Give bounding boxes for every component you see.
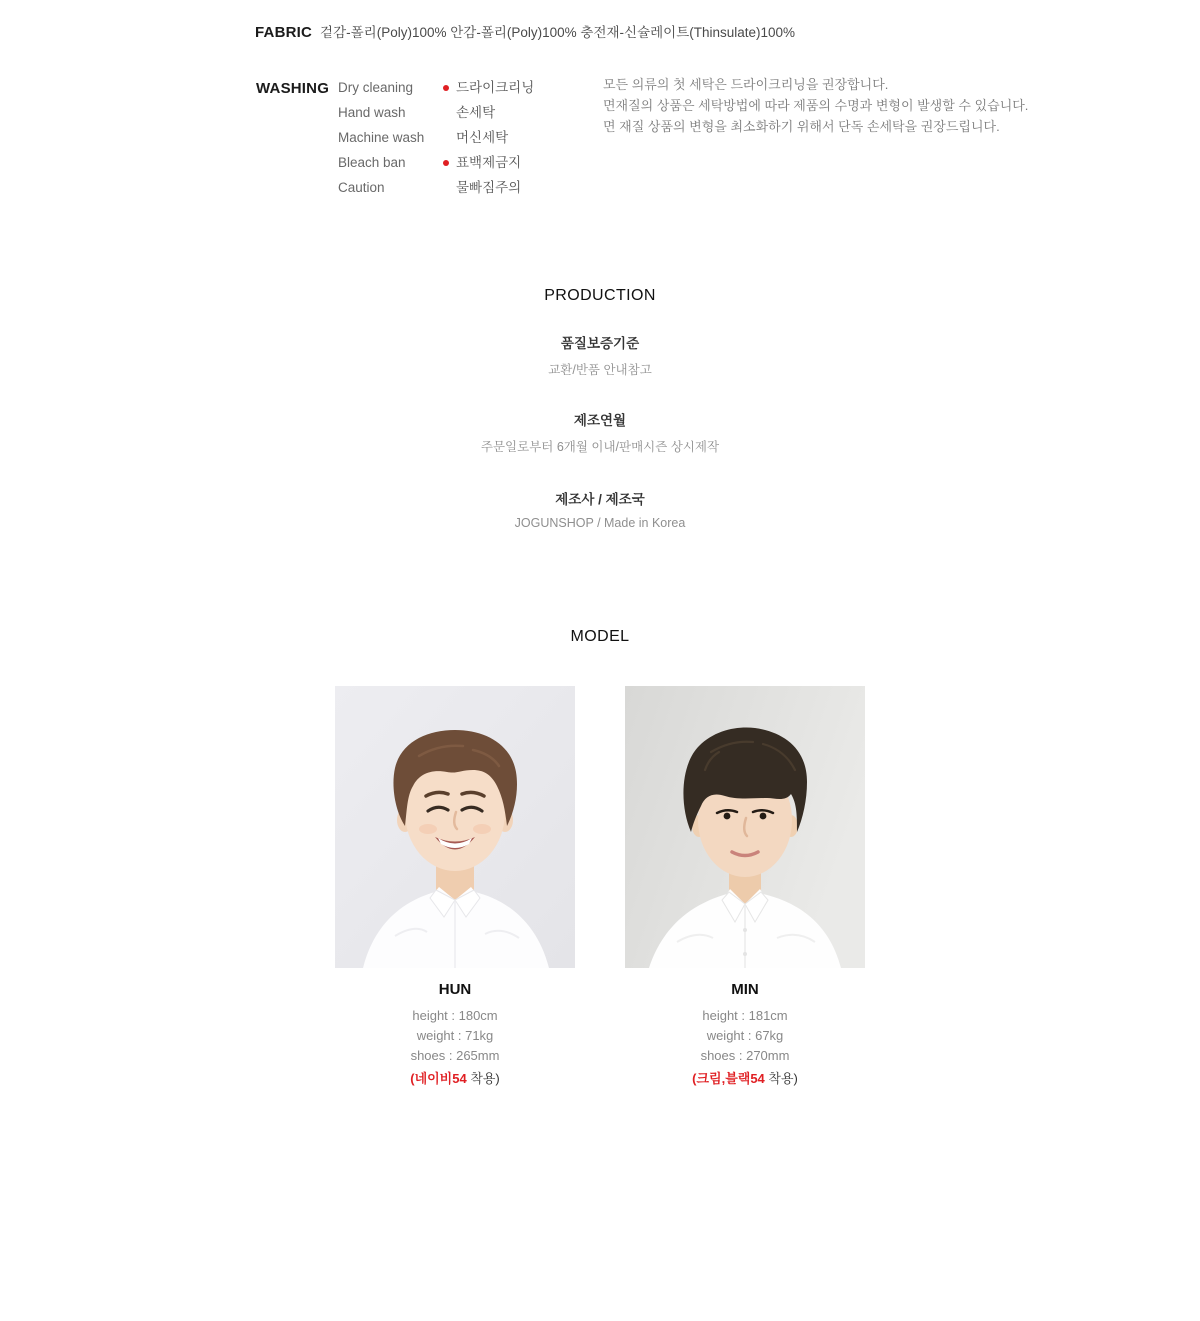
washing-care-list xyxy=(338,80,534,205)
production-title: PRODUCTION xyxy=(544,287,656,304)
model-photo-hun-illustration xyxy=(335,686,575,968)
care-row-machine-wash xyxy=(338,130,534,155)
care-en-label: Bleach ban xyxy=(338,155,406,170)
care-ko-label: 머신세탁 xyxy=(456,130,509,145)
care-row-dry-cleaning xyxy=(338,80,534,105)
care-ko-label: 표백제금지 xyxy=(456,155,522,170)
care-ko-label: 물빠짐주의 xyxy=(456,180,522,195)
washing-label: WASHING xyxy=(256,80,330,97)
model-name: HUN xyxy=(438,981,472,998)
production-block-warranty xyxy=(0,332,1200,378)
model-weight: weight : 67kg xyxy=(706,1028,784,1043)
production-block-body: JOGUNSHOP / Made in Korea xyxy=(514,516,686,530)
care-row-caution xyxy=(338,180,534,205)
model-height: height : 181cm xyxy=(702,1008,788,1023)
fabric-section xyxy=(255,21,795,41)
model-card-min xyxy=(625,981,865,1089)
production-block-heading: 제조연월 xyxy=(573,413,627,428)
fabric-label: FABRIC xyxy=(255,24,313,41)
model-wearing-suffix: 착용) xyxy=(764,1071,798,1086)
model-photo-min-illustration xyxy=(625,686,865,968)
model-wearing-color: (네이비54 xyxy=(410,1071,467,1086)
model-weight: weight : 71kg xyxy=(416,1028,494,1043)
washing-note-line: 면재질의 상품은 세탁방법에 따라 제품의 수명과 변형이 발생할 수 있습니다. xyxy=(603,98,1029,113)
care-ko-label: 드라이크리닝 xyxy=(456,80,535,95)
production-block-body: 주문일로부터 6개월 이내/판매시즌 상시제작 xyxy=(480,440,720,454)
care-row-hand-wash xyxy=(338,105,534,130)
production-block-date xyxy=(0,409,1200,455)
production-block-body: 교환/반품 안내참고 xyxy=(548,363,652,377)
model-card-hun xyxy=(335,981,575,1089)
washing-note-line: 면 재질 상품의 변형을 최소화하기 위해서 단독 손세탁을 권장드립니다. xyxy=(603,119,1000,134)
model-photo-min xyxy=(625,686,865,968)
model-photo-hun xyxy=(335,686,575,968)
model-height: height : 180cm xyxy=(412,1008,498,1023)
production-block-heading: 제조사 / 제조국 xyxy=(555,492,645,507)
washing-notes xyxy=(603,74,1028,137)
care-en-label: Dry cleaning xyxy=(338,80,414,95)
model-wearing-suffix: 착용) xyxy=(466,1071,500,1086)
model-wearing-color: (크림,블랙54 xyxy=(692,1071,765,1086)
production-block-heading: 품질보증기준 xyxy=(560,336,640,351)
production-block-maker xyxy=(0,488,1200,530)
model-wearing xyxy=(625,1069,865,1089)
care-row-bleach-ban xyxy=(338,155,534,180)
red-dot-icon xyxy=(443,155,456,166)
fabric-content: 겉감-폴리(Poly)100% 안감-폴리(Poly)100% 충전재-신슐레이트(Thinsulate)100% xyxy=(320,25,796,40)
care-en-label: Hand wash xyxy=(338,105,406,120)
care-en-label: Caution xyxy=(338,180,385,195)
model-shoes: shoes : 270mm xyxy=(700,1048,790,1063)
care-en-label: Machine wash xyxy=(338,130,425,145)
washing-note-line: 모든 의류의 첫 세탁은 드라이크리닝을 권장합니다. xyxy=(603,77,889,92)
red-dot-icon xyxy=(443,80,456,91)
model-title: MODEL xyxy=(570,628,630,645)
care-ko-label: 손세탁 xyxy=(456,105,496,120)
model-name: MIN xyxy=(731,981,759,998)
model-shoes: shoes : 265mm xyxy=(410,1048,500,1063)
model-wearing xyxy=(335,1069,575,1089)
